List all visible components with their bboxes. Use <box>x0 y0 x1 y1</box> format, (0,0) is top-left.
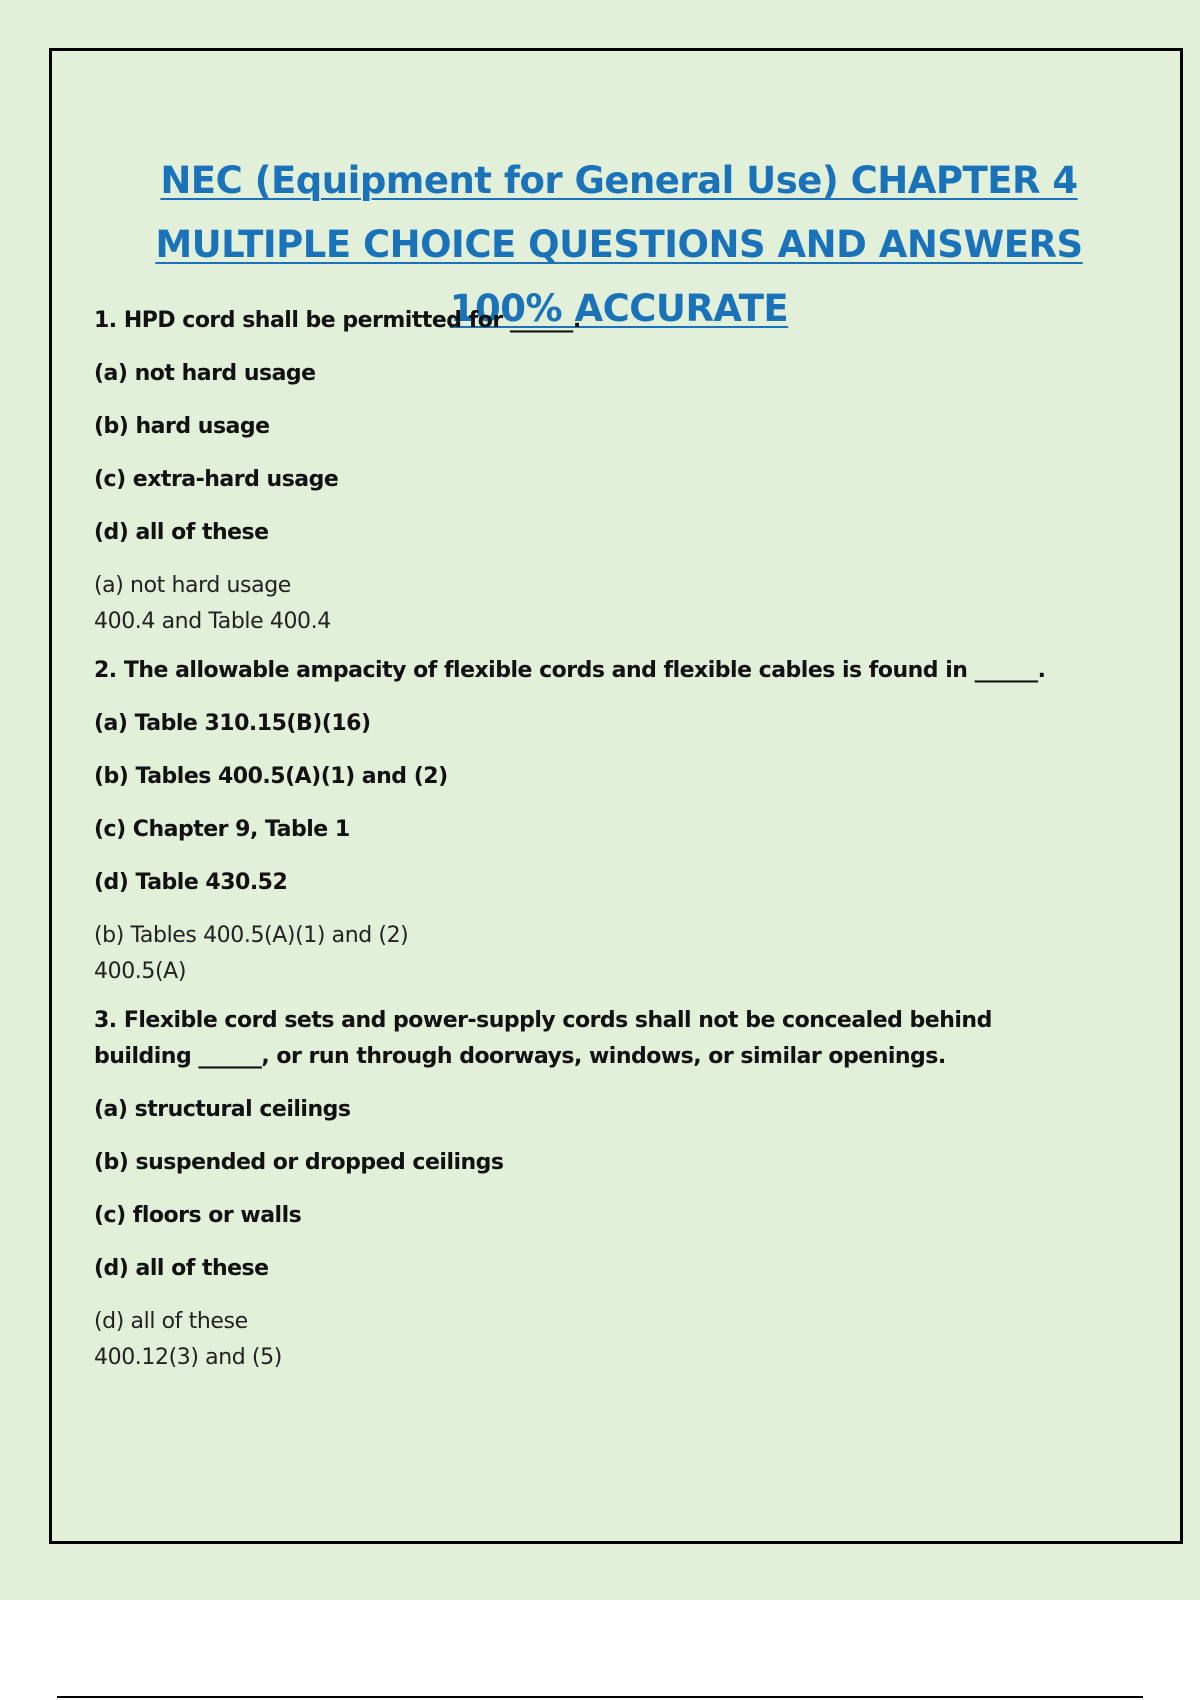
answer-reference: 400.4 and Table 400.4 <box>94 609 331 634</box>
question-text: 1. HPD cord shall be permitted for ______. <box>94 308 581 333</box>
option-b: (b) hard usage <box>94 414 270 439</box>
option-a: (a) Table 310.15(B)(16) <box>94 711 371 736</box>
answer-block <box>94 918 1084 990</box>
option-c: (c) floors or walls <box>94 1203 302 1228</box>
answer-block <box>94 1304 1084 1376</box>
answer-reference: 400.12(3) and (5) <box>94 1345 282 1370</box>
option-d: (d) Table 430.52 <box>94 870 288 895</box>
question-block <box>94 653 1084 990</box>
question-block <box>94 303 1084 640</box>
option-b: (b) suspended or dropped ceilings <box>94 1150 504 1175</box>
title-line-2: MULTIPLE CHOICE QUESTIONS AND ANSWERS <box>155 223 1083 266</box>
option-a: (a) structural ceilings <box>94 1097 351 1122</box>
question-text <box>94 1003 1084 1075</box>
option-d: (d) all of these <box>94 1256 269 1281</box>
question-text-line-2: building ______, or run through doorways, windows, or similar openings. <box>94 1044 946 1069</box>
footer-divider <box>57 1696 1143 1698</box>
answer-block <box>94 568 1084 640</box>
answer-text: (b) Tables 400.5(A)(1) and (2) <box>94 923 409 948</box>
questions-list <box>94 303 1084 1389</box>
title-line-1: NEC (Equipment for General Use) CHAPTER 4 <box>160 159 1078 202</box>
option-b: (b) Tables 400.5(A)(1) and (2) <box>94 764 448 789</box>
answer-text: (d) all of these <box>94 1309 248 1334</box>
answer-text: (a) not hard usage <box>94 573 291 598</box>
question-text-line-1: 3. Flexible cord sets and power-supply cords shall not be concealed behind <box>94 1008 992 1033</box>
option-c: (c) Chapter 9, Table 1 <box>94 817 350 842</box>
option-d: (d) all of these <box>94 520 269 545</box>
title-line-3: 100% ACCURATE <box>449 287 789 330</box>
question-block <box>94 1003 1084 1376</box>
option-a: (a) not hard usage <box>94 361 316 386</box>
option-c: (c) extra-hard usage <box>94 467 339 492</box>
answer-reference: 400.5(A) <box>94 959 186 984</box>
question-text: 2. The allowable ampacity of flexible cords and flexible cables is found in ______. <box>94 658 1046 683</box>
